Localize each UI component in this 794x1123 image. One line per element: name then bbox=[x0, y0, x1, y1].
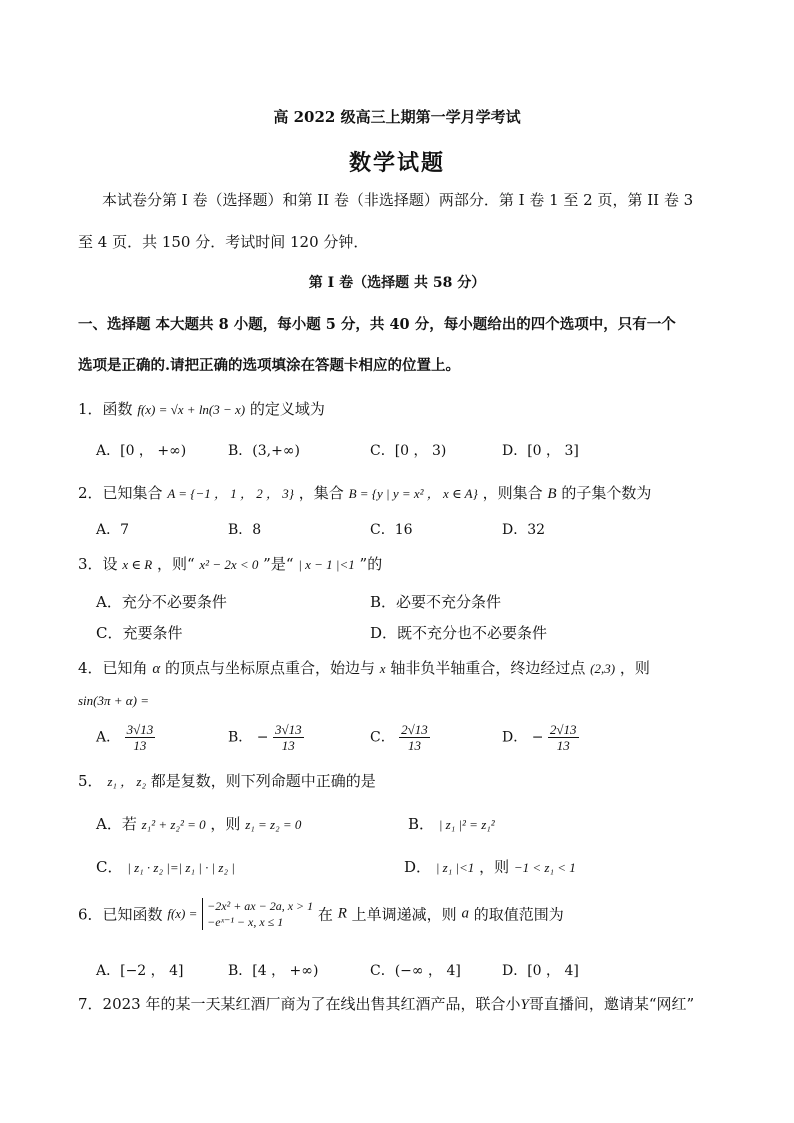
q5-option-d[interactable] bbox=[404, 856, 576, 877]
q2-b-letter: B bbox=[547, 486, 557, 502]
q3-prefix: 3．设 bbox=[78, 555, 118, 573]
q4-option-c-denominator: 13 bbox=[407, 738, 421, 753]
q1-function: f(x) = √x + ln(3 − x) bbox=[137, 402, 246, 417]
q5-option-b-math: | z₁ |² = z₁² bbox=[438, 817, 495, 832]
q3-option-d[interactable]: D．既不充分也不必要条件 bbox=[370, 624, 548, 642]
q2-tail: 的子集个数为 bbox=[561, 484, 652, 502]
q5-option-a-math-2: z₁ = z₂ = 0 bbox=[245, 817, 302, 832]
q2-set-a: A = {−1 ， 1 ， 2 ， 3} bbox=[167, 486, 294, 501]
q6-option-c[interactable]: C．(−∞ ， 4] bbox=[370, 963, 461, 979]
q7-line-1-suffix: 哥直播间，邀请某“网红” bbox=[528, 995, 695, 1013]
q3-option-b[interactable]: B．必要不充分条件 bbox=[370, 593, 502, 611]
q1-suffix: 的定义域为 bbox=[249, 400, 325, 418]
question-2-stem bbox=[78, 482, 651, 503]
q4-prefix: 4．已知角 bbox=[78, 659, 148, 677]
q3-x-in-r: x ∈ R bbox=[122, 557, 153, 572]
question-3-stem bbox=[78, 553, 382, 574]
q5-option-b[interactable] bbox=[408, 813, 495, 834]
q6-case-2: −eˣ⁻¹ − x, x ≤ 1 bbox=[207, 915, 284, 929]
q4-option-a-denominator: 13 bbox=[133, 738, 147, 753]
q4-option-b-numerator: 3√13 bbox=[274, 722, 302, 737]
q6-mid: 在 bbox=[317, 905, 333, 924]
q1-option-c[interactable]: C．[0 ， 3) bbox=[370, 443, 447, 459]
q6-piecewise bbox=[202, 898, 313, 930]
q1-option-b[interactable]: B．(3,+∞) bbox=[228, 443, 300, 459]
q2-suffix: ，则集合 bbox=[482, 484, 543, 502]
q6-a: a bbox=[461, 905, 469, 922]
q4-option-d-denominator: 13 bbox=[556, 738, 570, 753]
intro-line-2: 至 4 页．共 150 分．考试时间 120 分钟． bbox=[78, 233, 369, 251]
q2-prefix: 2．已知集合 bbox=[78, 484, 163, 502]
q4-option-b-label: B． bbox=[228, 729, 253, 746]
q3-option-a[interactable]: A．充分不必要条件 bbox=[96, 593, 227, 611]
q5-option-d-math-2: −1 < z₁ < 1 bbox=[513, 860, 576, 875]
q2-option-c[interactable]: C．16 bbox=[370, 522, 413, 538]
q5-option-a-text: A．若 bbox=[96, 815, 137, 833]
q6-option-d[interactable]: D．[0 ， 4] bbox=[502, 963, 579, 979]
q4-option-a[interactable] bbox=[96, 722, 155, 753]
section-heading: 第 I 卷（选择题 共 58 分） bbox=[308, 275, 486, 291]
q4-point: (2,3) bbox=[590, 661, 616, 676]
q6-case-1: −2x² + ax − 2a, x > 1 bbox=[207, 899, 314, 913]
q4-option-c-fraction bbox=[399, 722, 430, 753]
q3-text-3: ”的 bbox=[359, 555, 383, 573]
question-7-stem bbox=[78, 993, 694, 1014]
q3-expr-2: | x − 1 |<1 bbox=[298, 557, 355, 572]
q4-option-b-fraction bbox=[273, 722, 304, 753]
section-instruction-1: 一、选择题 本大题共 8 小题，每小题 5 分，共 40 分，每小题给出的四个选项中，只有一个 bbox=[78, 316, 676, 333]
section-instruction-2: 选项是正确的.请把正确的选项填涂在答题卡相应的位置上。 bbox=[78, 357, 461, 374]
q3-text-2: ”是“ bbox=[263, 555, 294, 573]
q2-option-d[interactable]: D．32 bbox=[502, 522, 546, 538]
q5-option-c[interactable] bbox=[96, 856, 235, 877]
q4-option-b-sign: − bbox=[256, 729, 269, 746]
q4-option-c-numerator: 2√13 bbox=[401, 722, 428, 737]
q1-prefix: 1．函数 bbox=[78, 400, 133, 418]
q6-r: R bbox=[337, 905, 347, 922]
q2-option-a[interactable]: A．7 bbox=[96, 522, 130, 538]
q5-option-a[interactable] bbox=[96, 813, 301, 834]
question-4-stem-line-1 bbox=[78, 657, 650, 678]
q4-option-d-numerator: 2√13 bbox=[549, 722, 577, 737]
question-5-stem bbox=[78, 770, 376, 791]
q4-option-d[interactable] bbox=[502, 722, 579, 753]
q4-x-axis: x bbox=[379, 661, 386, 676]
q4-mid: 的顶点与坐标原点重合，始边与 bbox=[164, 659, 375, 677]
q5-option-a-math: z₁² + z₂² = 0 bbox=[141, 817, 206, 832]
q4-suffix: ，则 bbox=[619, 659, 650, 677]
q6-fx: f(x) = bbox=[167, 906, 198, 921]
q6-option-b[interactable]: B．[4 ， +∞) bbox=[228, 963, 319, 979]
q6-prefix: 6．已知函数 bbox=[78, 905, 163, 924]
q4-option-c[interactable] bbox=[370, 722, 430, 753]
q3-option-c[interactable]: C．充要条件 bbox=[96, 624, 183, 642]
q2-option-b[interactable]: B．8 bbox=[228, 522, 262, 538]
q4-option-a-numerator: 3√13 bbox=[126, 722, 154, 737]
q5-option-a-text-2: ，则 bbox=[210, 815, 241, 833]
q5-option-c-math: | z₁ · z₂ |=| z₁ | · | z₂ | bbox=[127, 860, 235, 875]
q4-option-d-fraction bbox=[548, 722, 579, 753]
q3-text-1: ，则“ bbox=[156, 555, 195, 573]
question-1-stem bbox=[78, 398, 325, 419]
q5-option-c-label: C． bbox=[96, 858, 123, 876]
question-6-stem bbox=[78, 898, 564, 930]
q6-mid-2: 上单调递减，则 bbox=[351, 905, 457, 924]
q5-vars: z₁ ， z₂ bbox=[107, 774, 146, 789]
exam-title: 数学试题 bbox=[348, 150, 445, 176]
q4-option-b[interactable] bbox=[228, 722, 304, 753]
q5-option-d-text: ，则 bbox=[479, 858, 510, 876]
q5-prefix: 5． bbox=[78, 772, 103, 790]
q4-option-a-fraction bbox=[125, 722, 156, 753]
q6-suffix: 的取值范围为 bbox=[473, 905, 564, 924]
q4-option-c-label: C． bbox=[370, 729, 395, 746]
q5-option-d-math: | z₁ |<1 bbox=[435, 860, 475, 875]
q3-expr-1: x² − 2x < 0 bbox=[199, 557, 259, 572]
q6-option-a[interactable]: A．[−2 ， 4] bbox=[96, 963, 184, 979]
q2-set-b: B = {y | y = x² ， x ∈ A} bbox=[348, 486, 478, 501]
q4-mid-2: 轴非负半轴重合，终边经过点 bbox=[390, 659, 586, 677]
q4-option-b-denominator: 13 bbox=[281, 738, 295, 753]
q7-y-letter: Y bbox=[520, 997, 529, 1013]
q4-option-d-label: D． bbox=[502, 729, 528, 746]
exam-subtitle: 高 2022 级高三上期第一学月学考试 bbox=[273, 108, 521, 126]
q4-alpha: α bbox=[152, 661, 161, 677]
q5-option-b-label: B． bbox=[408, 815, 435, 833]
intro-line-1: 本试卷分第 I 卷（选择题）和第 II 卷（非选择题）两部分．第 I 卷 1 至 2 页，第 II 卷 3 bbox=[102, 191, 694, 209]
q1-option-d[interactable]: D．[0 ， 3] bbox=[502, 443, 579, 459]
q5-option-d-label: D． bbox=[404, 858, 432, 876]
q7-line-1: 7．2023 年的某一天某红酒厂商为了在线出售其红酒产品，联合小 bbox=[78, 995, 521, 1013]
q4-option-d-sign: − bbox=[531, 729, 544, 746]
q5-suffix: 都是复数，则下列命题中正确的是 bbox=[150, 772, 376, 790]
q1-option-a[interactable]: A．[0 ， +∞) bbox=[96, 443, 187, 459]
question-4-stem-line-2: sin(3π + α) = bbox=[78, 693, 149, 708]
q2-middle: ，集合 bbox=[298, 484, 344, 502]
q4-option-a-label: A． bbox=[96, 729, 121, 746]
